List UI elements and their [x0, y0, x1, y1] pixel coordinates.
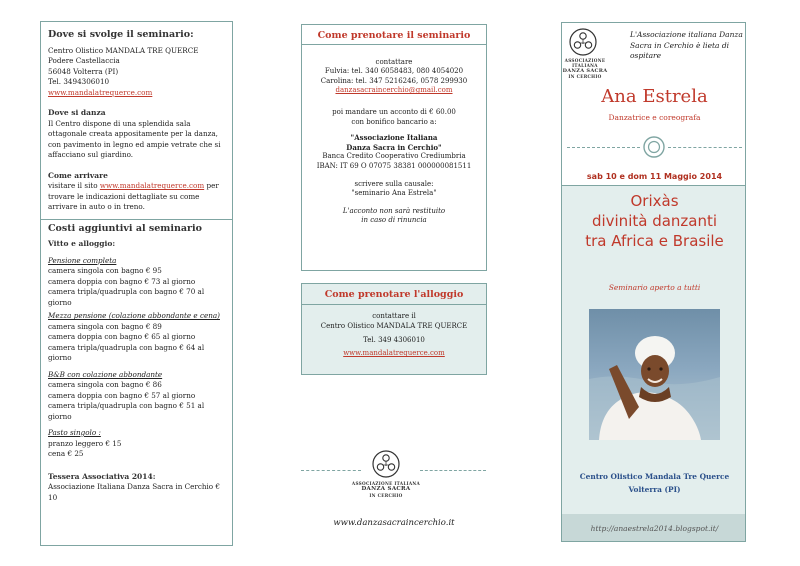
- venue-line: 56048 Volterra (PI): [48, 66, 119, 76]
- nonrefund-line: L'acconto non sarà restituito: [342, 206, 446, 215]
- food-title: Vitto e alloggio:: [48, 239, 116, 248]
- dance-text: Il Centro dispone di una splendida sala ottagonale creata appositamente per la danza, con pavimento in legno ed ampie vetrate che si affacciano sul giardino.: [48, 118, 221, 159]
- seminar-booking-box: [301, 24, 487, 271]
- seminar-subtitle: Seminario aperto a tutti: [608, 283, 701, 292]
- artist-role: Danzatrice e coreografa: [608, 113, 701, 122]
- logo-icon: [568, 27, 598, 57]
- divider: [301, 470, 361, 471]
- price-line: cena € 25: [48, 449, 84, 458]
- divider: [420, 470, 486, 471]
- membership-text: Associazione Italiana Danza Sacra in Cerchio € 10: [48, 482, 220, 502]
- single-meal-title: Pasto singolo :: [48, 428, 101, 437]
- causal-line: "seminario Ana Estrela": [351, 189, 437, 198]
- lodging-website-link[interactable]: www.mandalatrequerce.com: [343, 349, 445, 357]
- arrive-website-link[interactable]: www.mandalatrequerce.com: [99, 181, 205, 190]
- lodging-booking-box: [301, 283, 487, 375]
- price-line: camera singola con bagno € 86: [48, 380, 162, 389]
- deposit-line: poi mandare un acconto di € 60.00: [332, 107, 456, 116]
- email-link[interactable]: danzasacraincerchio@gmail.com: [335, 86, 453, 95]
- price-line: camera doppia con bagno € 65 al giorno: [48, 332, 196, 341]
- divider: [302, 304, 486, 305]
- price-line: camera singola con bagno € 89: [48, 321, 162, 331]
- phone-line: Carolina: tel. 347 5216246, 0578 299930: [320, 76, 468, 85]
- logo-text: ASSOCIAZIONE ITALIANA DANZA SACRA IN CERCHIO: [351, 481, 421, 498]
- price-line: camera tripla/quadrupla con bagno € 70 al giorno: [48, 287, 205, 307]
- venue-website-link[interactable]: www.mandalatrequerce.com: [48, 87, 153, 97]
- venue-location: Centro Olistico Mandala Tre Querce Volterra (PI): [579, 472, 730, 494]
- iban-line: IBAN: IT 69 O 07075 38381 000000081511: [316, 161, 472, 170]
- lodging-center: Centro Olistico MANDALA TRE QUERCE: [320, 322, 468, 330]
- ornament-icon: [643, 136, 665, 158]
- association-name: "Associazione Italiana: [350, 133, 438, 143]
- phone-line: Fulvia: tel. 340 6058483, 080 4054020: [324, 67, 464, 76]
- arrive-text: visitare il sito www.mandalatrequerce.com per trovare le indicazioni dettagliate su come arrivare in auto o in treno.: [48, 181, 219, 211]
- half-board-title: Mezza pensione (colazione abbondante e cena): [48, 311, 220, 320]
- artist-name: Ana Estrela: [601, 86, 708, 107]
- lodging-title: Come prenotare l'alloggio: [324, 289, 464, 300]
- causal-line: scrivere sulla causale:: [354, 179, 434, 188]
- booking-title: Come prenotare il seminario: [317, 30, 471, 41]
- venue-line: Tel. 3494306010: [48, 77, 110, 86]
- blog-link[interactable]: http://anaestrela2014.blogspot.it/: [562, 514, 746, 542]
- artist-photo: [589, 309, 720, 440]
- price-line: camera tripla/quadrupla con bagno € 64 al giorno: [48, 342, 205, 362]
- logo-icon: [371, 449, 401, 479]
- bb-title: B&B con colazione abbondante: [48, 369, 163, 379]
- logo-text: ASSOCIAZIONE ITALIANA DANZA SACRA IN CERCHIO: [562, 58, 608, 79]
- costs-title: Costi aggiuntivi al seminario: [48, 222, 202, 234]
- full-board-title: Pensione completa: [48, 255, 117, 265]
- price-line: camera doppia con bagno € 57 al giorno: [48, 390, 196, 400]
- lodging-contact: contattare il: [372, 311, 416, 320]
- association-website[interactable]: www.danzasacraincerchio.it: [333, 518, 455, 528]
- seminar-title: Orixàs divinità danzanti tra Africa e Brasile: [585, 192, 724, 250]
- deposit-line: con bonifico bancario a:: [351, 117, 437, 126]
- where-title: Dove si svolge il seminario:: [48, 29, 194, 40]
- dance-title: Dove si danza: [48, 108, 106, 117]
- association-name: Danza Sacra in Cerchio": [346, 142, 442, 152]
- venue-line: Centro Olistico MANDALA TRE QUERCE: [48, 45, 199, 55]
- divider: [567, 147, 640, 148]
- price-line: camera tripla/quadrupla con bagno € 51 al giorno: [48, 401, 205, 421]
- price-line: pranzo leggero € 15: [48, 438, 122, 448]
- cover-panel: [561, 22, 746, 542]
- membership-title: Tessera Associativa 2014:: [48, 471, 156, 481]
- divider: [41, 219, 232, 220]
- bank-line: Banca Credito Cooperativo Crediumbria: [322, 152, 466, 161]
- price-line: camera doppia con bagno € 73 al giorno: [48, 276, 196, 286]
- arrive-title: Come arrivare: [48, 170, 108, 180]
- venue-info-panel: [40, 21, 233, 546]
- venue-line: Podere Castellaccia: [48, 56, 120, 65]
- nonrefund-line: in caso di rinuncia: [361, 216, 427, 225]
- lodging-tel: Tel. 349 4306010: [363, 335, 425, 344]
- intro-text: L'Associazione italiana Danza Sacra in Cerchio è lieta di ospitare: [630, 30, 743, 60]
- contact-label: contattare: [375, 57, 413, 66]
- event-dates: sab 10 e dom 11 Maggio 2014: [586, 172, 723, 181]
- divider: [668, 147, 742, 148]
- divider: [302, 44, 486, 45]
- price-line: camera singola con bagno € 95: [48, 266, 162, 275]
